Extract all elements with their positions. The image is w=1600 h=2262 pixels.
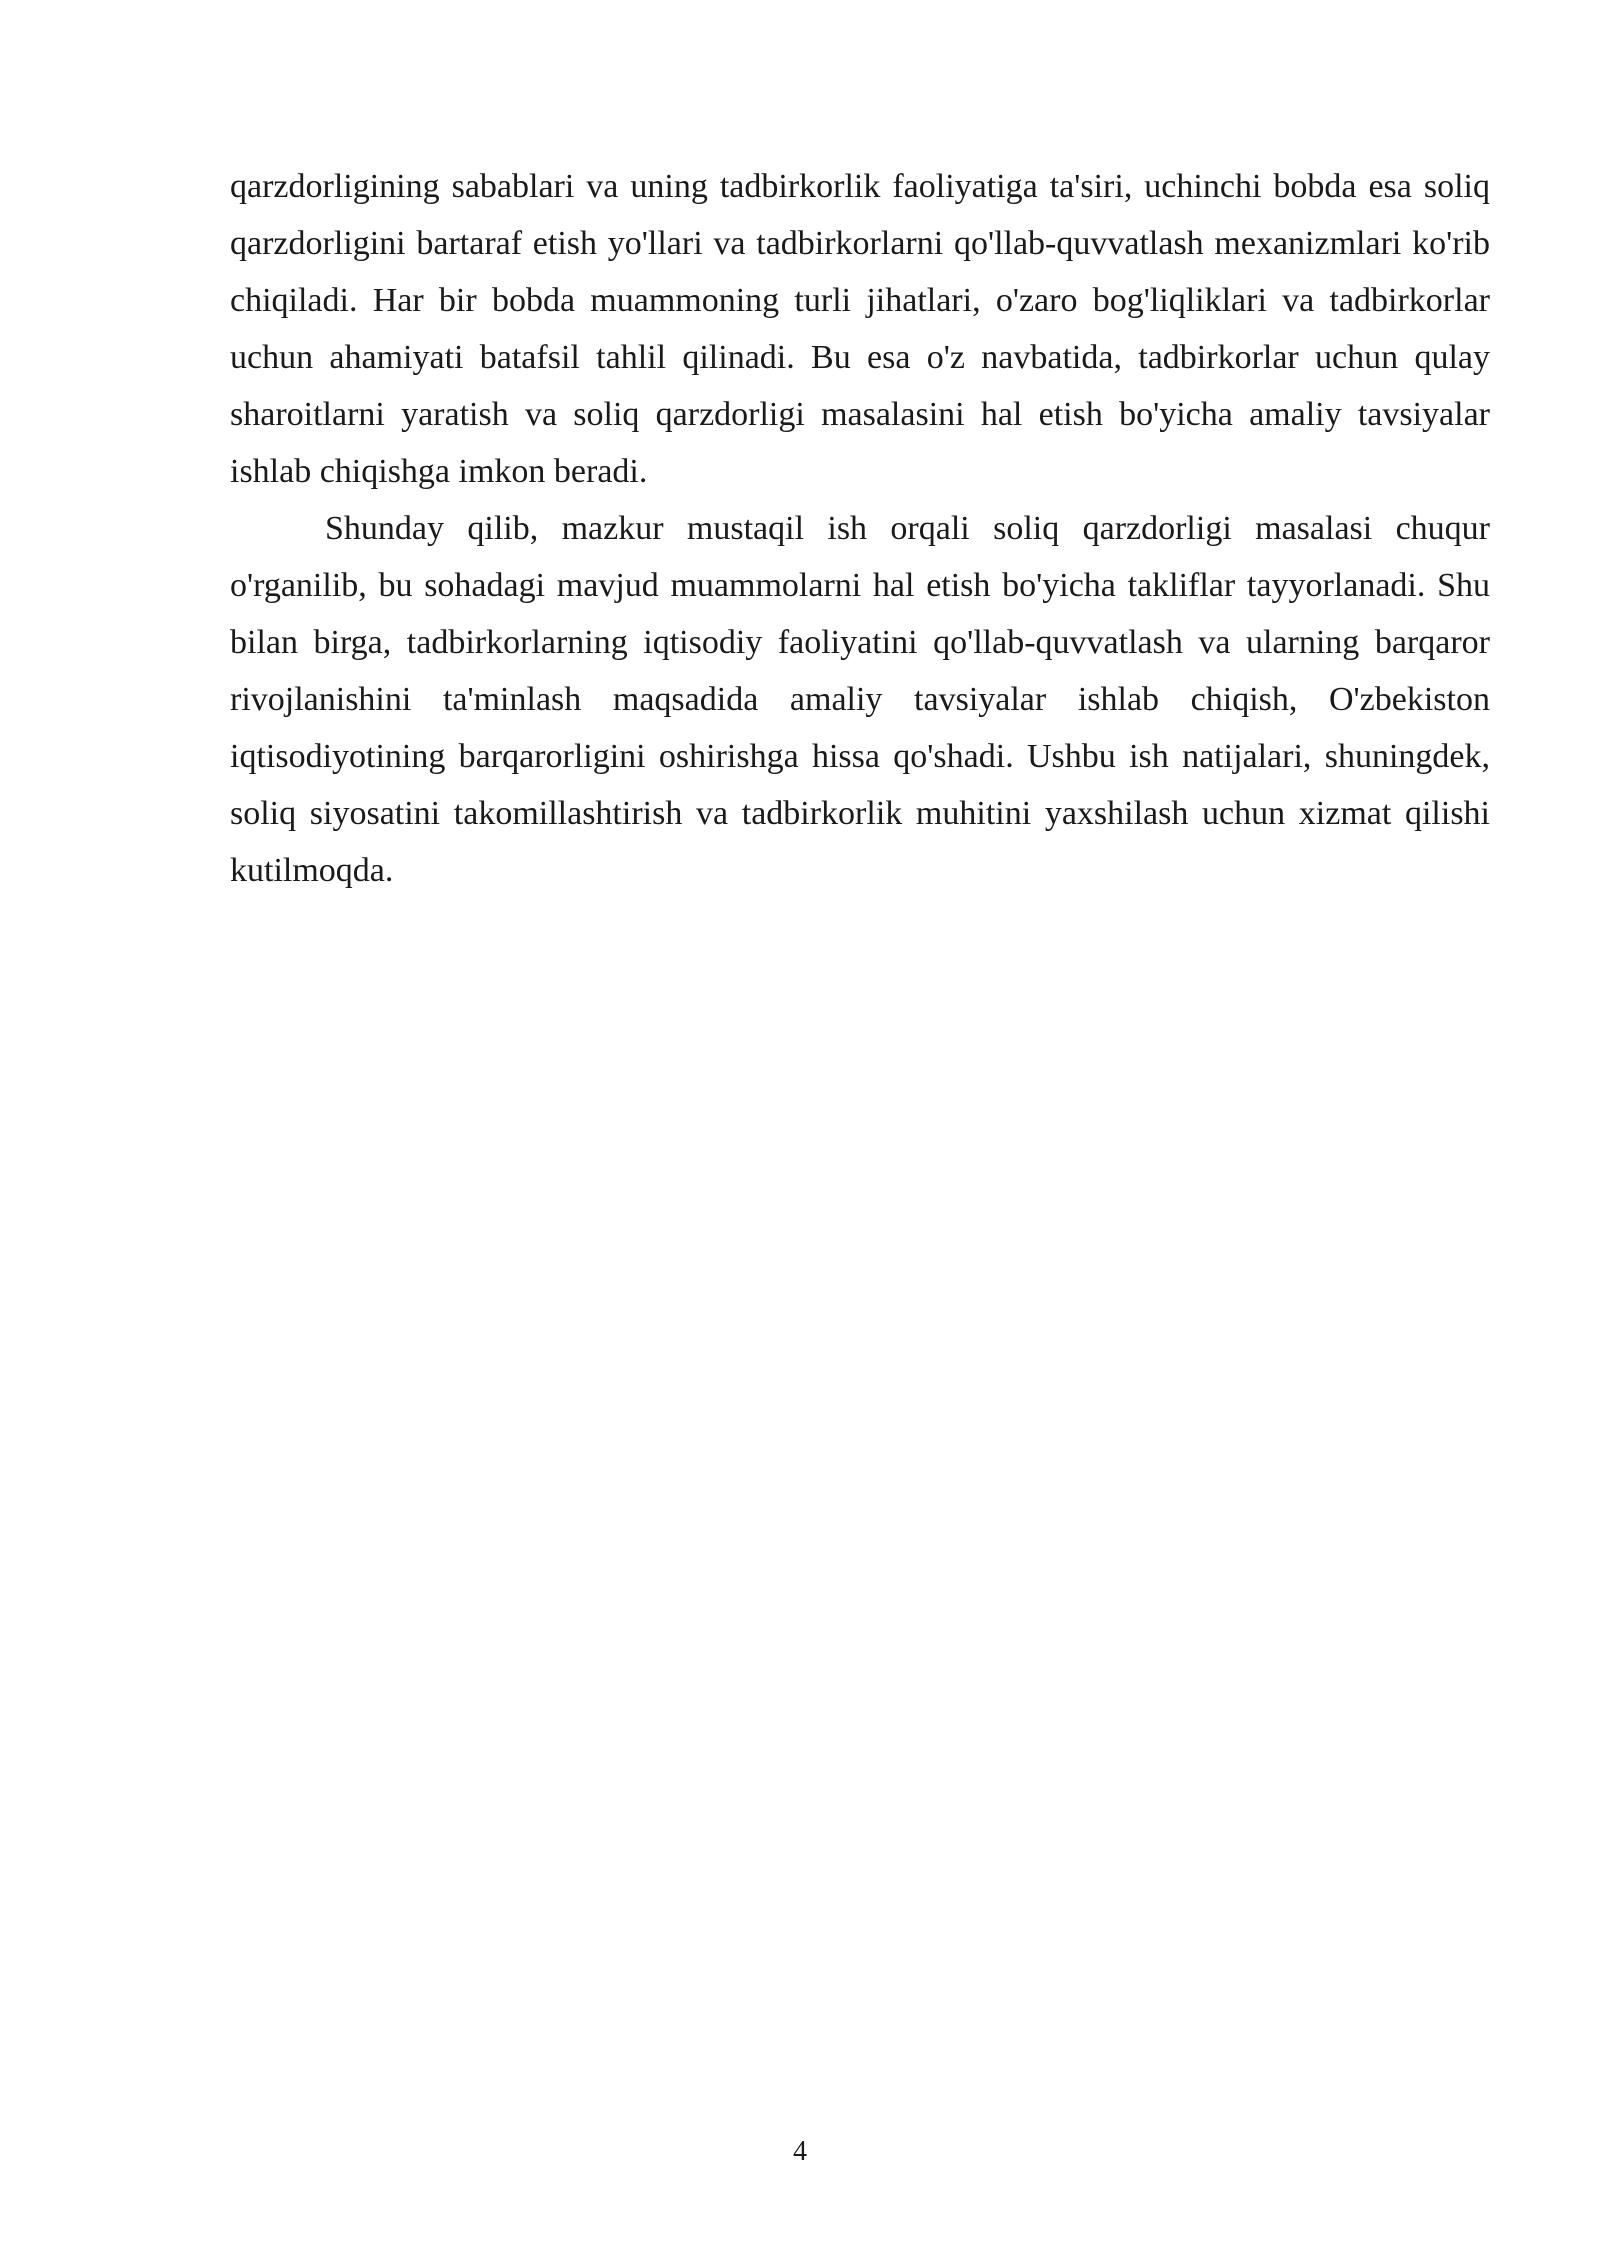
page-number: 4 — [793, 2136, 807, 2167]
paragraph-conclusion: Shunday qilib, mazkur mustaqil ish orqali soliq qarzdorligi masalasi chuqur o'rganilib, bu sohadagi mavjud muammolarni hal etish bo'yicha takliflar tayyorlanadi. Shu bilan birga, tadbirkorlarning iqtisodiy faoliyatini qo'llab-quvvatlash va ularning barqaror rivojlanishini ta'minlash maqsadida amaliy tavsiyalar ishlab chiqish, O'zbekiston iqtisodiyotining barqarorligini oshirishga hissa qo'shadi. Ushbu ish natijalari, shuningdek, soliq siyosatini takomillashtirish va tadbirkorlik muhitini yaxshilash uchun xizmat qilishi kutilmoqda. — [230, 510, 1490, 889]
paragraph-continuation: qarzdorligining sabablari va uning tadbirkorlik faoliyatiga ta'siri, uchinchi bobda esa soliq qarzdorligini bartaraf etish yo'llari va tadbirkorlarni qo'llab-quvvatlash mexanizmlari ko'rib chiqiladi. Har bir bobda muammoning turli jihatlari, o'zaro bog'liqliklari va tadbirkorlar uchun ahamiyati batafsil tahlil qilinadi. Bu esa o'z navbatida, tadbirkorlar uchun qulay sharoitlarni yaratish va soliq qarzdorligi masalasini hal etish bo'yicha amaliy tavsiyalar ishlab chiqishga imkon beradi. — [230, 168, 1490, 490]
body-text — [230, 158, 1490, 899]
